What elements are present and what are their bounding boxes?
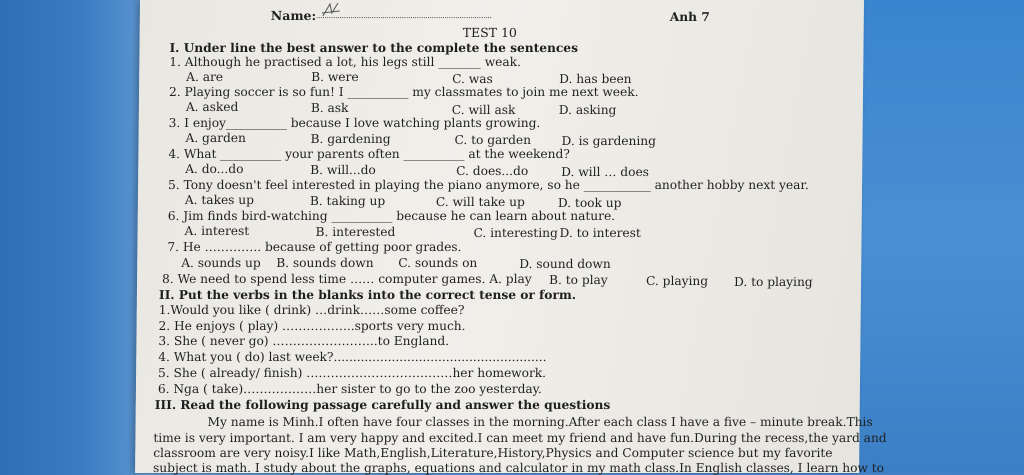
q3-b: B. gardening — [310, 132, 391, 146]
q2-c: C. will ask — [451, 103, 516, 117]
name-label: Name: — [270, 8, 317, 23]
q5-text: 5. Tony doesn't feel interested in playing the piano anymore, so he ___________ another hobby next year. — [167, 178, 809, 192]
q1-a: A. are — [186, 70, 224, 84]
q2-text: 2. Playing soccer is so fun! I __________ my classmates to join me next week. — [168, 85, 639, 99]
s2-line-6: 6. Nga ( take)………………her sister to go to the zoo yesterday. — [157, 382, 542, 396]
section-2-title: II. Put the verbs in the blanks into the correct tense or form. — [158, 288, 577, 302]
q1-d: D. has been — [559, 72, 632, 86]
q3-a: A. garden — [185, 131, 246, 145]
q8-b: B. to play — [548, 273, 608, 287]
q4-a: A. do...do — [185, 162, 244, 176]
q8-c: C. playing — [645, 274, 709, 288]
passage-line-1: My name is Minh.I often have four classes in the morning.After each class I have a five – minute break.This — [207, 415, 873, 429]
worksheet-paper — [135, 0, 887, 475]
q3-d: D. is gardening — [561, 134, 657, 148]
q7-c: C. sounds on — [398, 256, 478, 270]
class-label: Anh 7 — [669, 10, 710, 24]
s2-line-2: 2. He enjoys ( play) ……………...sports very much. — [158, 319, 466, 333]
q6-d: D. to interest — [559, 226, 641, 240]
q8-d: D. to playing — [733, 275, 813, 289]
q7-d: D. sound down — [519, 257, 611, 271]
q4-c: C. does...do — [456, 164, 529, 178]
q7-b: B. sounds down — [276, 256, 374, 270]
s2-line-1: 1.Would you like ( drink) …drink……some coffee? — [158, 303, 465, 317]
q6-a: A. interest — [184, 224, 250, 238]
test-title: TEST 10 — [462, 25, 517, 40]
q4-b: B. will...do — [310, 163, 376, 177]
section-3-title: III. Read the following passage carefully and answer the questions — [154, 398, 611, 412]
section-1-title: I. Under line the best answer to the complete the sentences — [169, 41, 579, 55]
q2-d: D. asking — [558, 103, 617, 117]
q1-b: B. were — [311, 70, 359, 84]
q2-b: B. ask — [310, 101, 349, 115]
passage-line-2: time is very important. I am very happy and excited.I can meet my friend and have fun.During the recess,the yard and — [153, 431, 887, 445]
s2-line-5: 5. She ( already/ finish) ………………………………her homework. — [158, 366, 547, 380]
q6-c: C. interesting — [473, 226, 558, 240]
q6-b: B. interested — [315, 225, 396, 239]
q6-text: 6. Jim finds bird-watching __________ because he can learn about nature. — [167, 209, 616, 223]
q8-text: 8. We need to spend less time …… computer games. A. play — [162, 272, 532, 286]
q5-d: D. took up — [557, 196, 622, 210]
q4-text: 4. What __________ your parents often __________ at the weekend? — [168, 147, 570, 161]
s2-line-3: 3. She ( never go) ……………………..to England. — [158, 334, 450, 348]
q1-c: C. was — [452, 72, 493, 86]
s2-line-4: 4. What you ( do) last week?....................................................... — [158, 350, 547, 364]
q5-a: A. takes up — [184, 193, 255, 207]
passage-line-3: classroom are very noisy.I like Math,English,Literature,History,Physics and Computer science but my favorite — [153, 446, 833, 460]
q3-c: C. to garden — [454, 133, 532, 147]
q5-c: C. will take up — [435, 195, 525, 209]
q7-a: A. sounds up — [181, 256, 261, 270]
name-blank: .................................................................................. — [315, 11, 492, 20]
q1-text: 1. Although he practised a lot, his legs still _______ weak. — [169, 55, 522, 69]
q5-b: B. taking up — [309, 194, 386, 208]
q7-text: 7. He ………….. because of getting poor grades. — [167, 240, 462, 254]
background-right — [860, 0, 1024, 473]
q2-a: A. asked — [185, 100, 239, 114]
q3-text: 3. I enjoy__________ because I love watching plants growing. — [168, 116, 541, 130]
passage-line-4: subject is math. I study about the graphs, equations and calculator in my math class.In English classes, I learn how to — [153, 461, 885, 475]
q4-d: D. will … does — [561, 165, 650, 179]
